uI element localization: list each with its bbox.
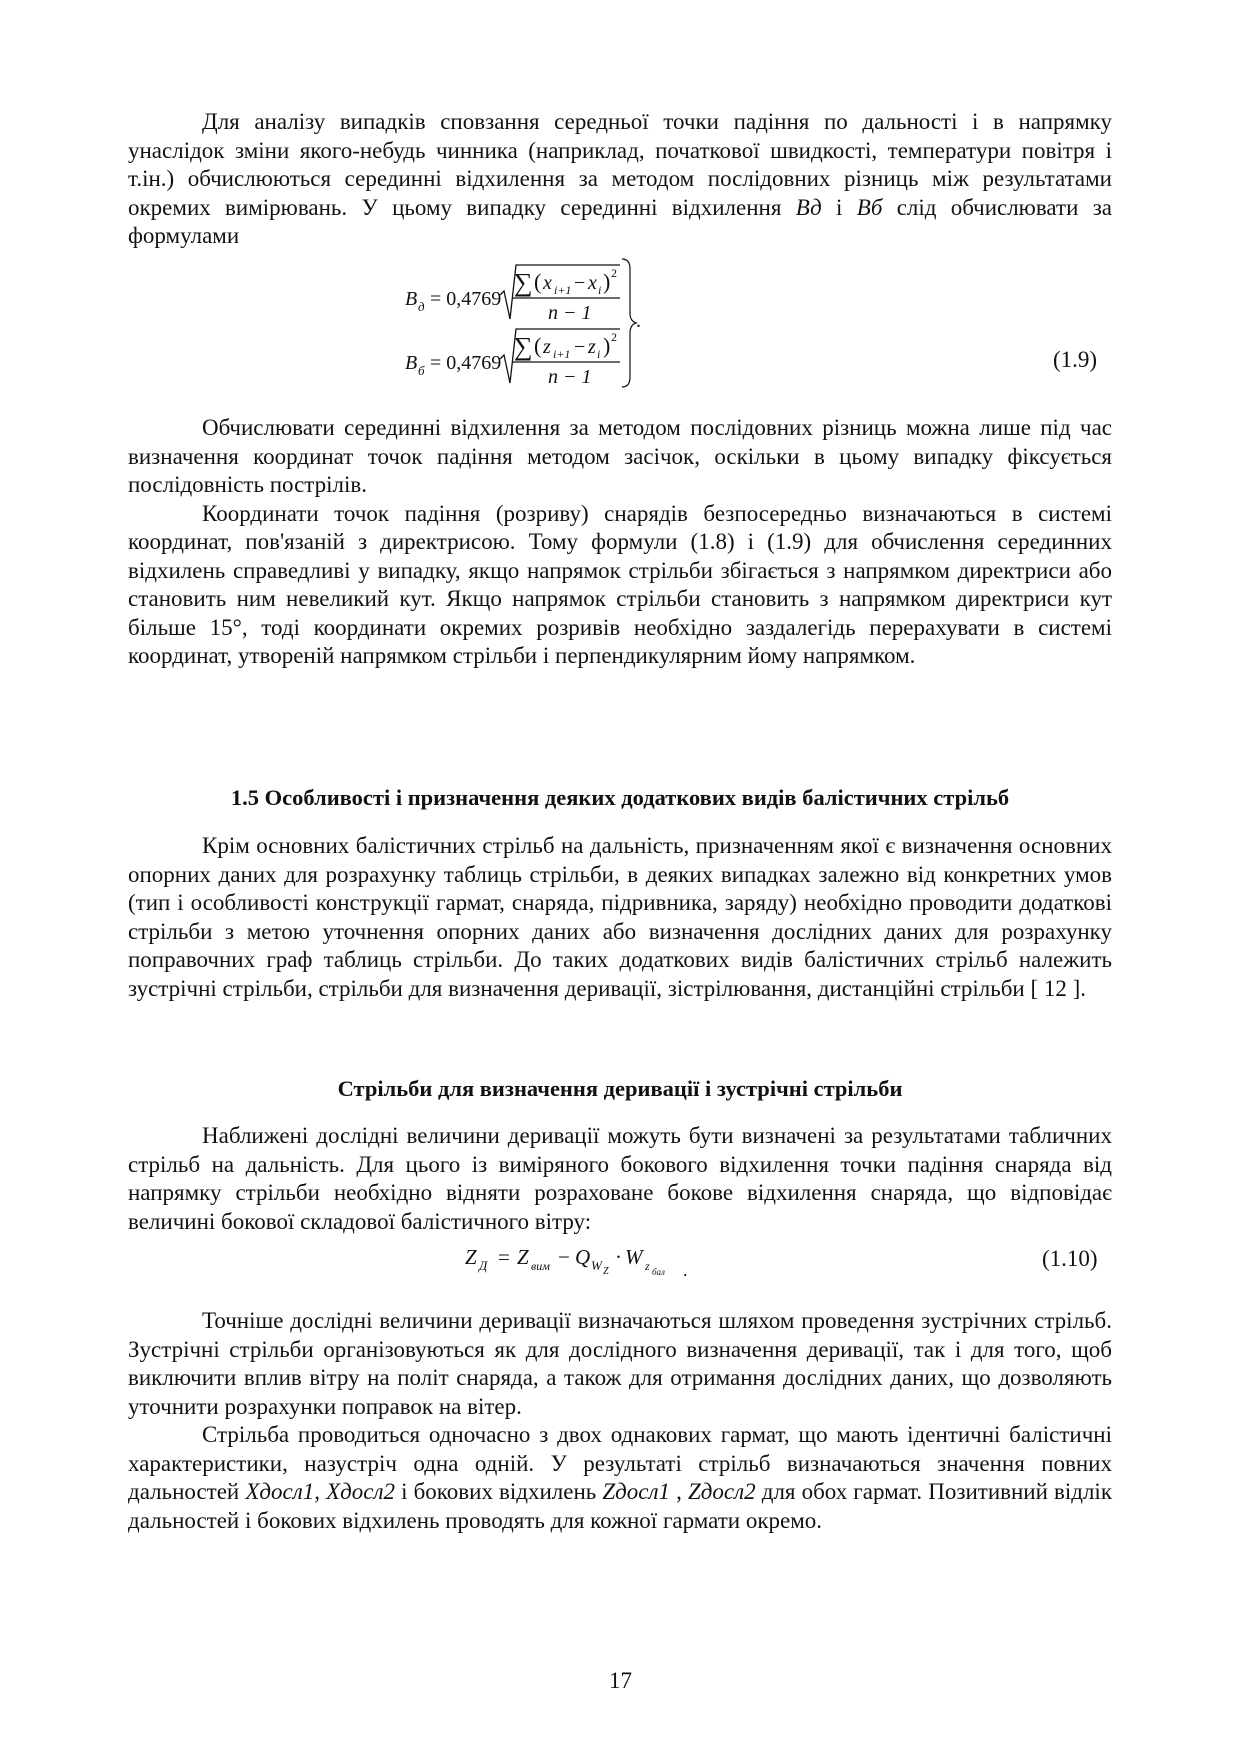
paragraph-text: Крім основних балістичних стрільб на дальність, призначенням якої є визначення основних опорних даних для розрахунку таблиць стрільби, в деяких випадках залежно від конкретних умов (тип і особливості конструкції гармат, снаряда, підривника, заряду) необхідно проводити додаткові стрільби з метою уточнення опорних даних або визначення дослідних даних для розрахунку поправочних граф таблиць стрільби. До таких додаткових видів балістичних стрільб належить зустрічні стрільби, стрільби для визначення деривації, зістрілювання, дистанційні стрільби [ 12 ]. xyxy=(128,833,1112,1001)
formula-1-10 xyxy=(465,1238,725,1288)
formula-subscript: вим xyxy=(531,1259,550,1273)
formula-var: Z xyxy=(465,1245,477,1269)
formula-dot: . xyxy=(636,310,641,332)
section-heading: 1.5 Особливості і призначення деяких додаткових видів балістичних стрільб xyxy=(230,785,1010,810)
formula-coefficient: = 0,4769 xyxy=(430,352,502,374)
denominator: n − 1 xyxy=(548,302,592,324)
paragraph-group xyxy=(128,414,1112,671)
formula-var: Q xyxy=(575,1245,591,1269)
paragraph-derivation xyxy=(128,1122,1112,1236)
formula-var: W xyxy=(625,1245,643,1269)
formula-subscript: i+1 xyxy=(554,283,572,297)
paren: ( xyxy=(534,269,542,294)
paren: ) xyxy=(603,333,611,358)
formula-subscript: i xyxy=(598,283,602,297)
formula-lhs: B xyxy=(405,352,418,374)
text-run: слід обчислювати за формулами xyxy=(128,194,1113,248)
minus-sign: − xyxy=(558,1245,570,1269)
formula-subscript: i xyxy=(597,347,601,361)
formula-subscript: W xyxy=(591,1258,602,1273)
formula-var: Z xyxy=(517,1245,529,1269)
paragraph-group xyxy=(128,1307,1112,1535)
formula-subscript: д xyxy=(418,299,425,314)
right-brace xyxy=(622,259,636,387)
text-run: і xyxy=(821,194,857,220)
var-vb: Вб xyxy=(856,194,883,220)
formula-subscript: Z xyxy=(603,1266,609,1277)
text-run: , xyxy=(670,1479,688,1504)
subsection-heading: Стрільби для визначення деривації і зустрічні стрільби xyxy=(337,1076,903,1101)
equals-sign: = xyxy=(498,1245,510,1269)
paragraph-additional-firings xyxy=(128,832,1112,1003)
paragraph-counter-firing: Точніше дослідні величини деривації визначаються шляхом проведення зустрічних стрільб. Зустрічні стрільби організовуються як для дослідного визначення деривації, так і для того, щоб виключити вплив вітру на політ снаряда, а також для отримання дослідних даних, що дозволяють уточнити розрахунки поправок на вітер. xyxy=(128,1308,1112,1419)
formula-var: z xyxy=(588,336,596,358)
text-run: і бокових відхилень xyxy=(395,1479,603,1504)
paragraph-coordinates: Координати точок падіння (розриву) снарядів безпосередньо визначаються в системі координат, пов'язаній з директрисою. Тому формули (1.8) і (1.9) для обчислення серединних відхилень справедливі у випадку, якщо напрямок стрільби збігається з напрямком директриси або становить ним невеликий кут. Якщо напрямок стрільби становить з напрямком директриси кут більше 15°, тоді координати окремих розривів необхідно заздалегідь перерахувати в системі координат, утвореній напрямком стрільби і перпендикулярним йому напрямком. xyxy=(128,500,1112,668)
formula-var: z xyxy=(543,336,551,358)
formula-subscript: Д xyxy=(479,1258,488,1273)
page-number: 17 xyxy=(609,1668,632,1693)
var-z-dosl2: Zдосл2 xyxy=(687,1479,756,1504)
minus-sign: − xyxy=(574,272,586,294)
paragraph-intro xyxy=(128,108,1112,251)
paragraph-consecutive-diff: Обчислювати серединні відхилення за методом послідовних різниць можна лише під час визначення координат точок падіння методом засічок, оскільки в цьому випадку фіксується послідовність пострілів. xyxy=(128,415,1112,497)
sum-sign: ∑ xyxy=(514,332,533,361)
paragraph-text: Наближені дослідні величини деривації можуть бути визначені за результатами табличних стрільб на дальність. Для цього із виміряного бокового відхилення точки падіння снаряда від напрямку стрільби необхідно відняти розраховане бокове відхилення снаряда, що відповідає величині бокової складової балістичного вітру: xyxy=(128,1123,1112,1234)
var-x-dosl2: Xдосл2 xyxy=(326,1479,396,1504)
formula-subscript: б xyxy=(418,363,425,378)
paren: ( xyxy=(534,333,542,358)
var-vd: Вд xyxy=(795,194,822,220)
text-run: Стрільба проводиться одночасно з двох однакових гармат, що мають ідентичні балістичні характеристики, назустріч одна одній. У результаті стрільб визначаються значення повних дальностей xyxy=(128,1422,1112,1504)
sum-sign: ∑ xyxy=(514,268,533,297)
formula-var: x xyxy=(543,272,552,294)
formula-coefficient: = 0,4769 xyxy=(430,288,502,310)
var-z-dosl1: Zдосл1 xyxy=(602,1479,671,1504)
formula-dot: . xyxy=(683,1260,688,1280)
multiply-dot: · xyxy=(615,1245,622,1269)
formula-subscript: z xyxy=(645,1259,650,1273)
minus-sign: − xyxy=(574,336,586,358)
denominator: n − 1 xyxy=(548,366,592,388)
formula-subscript: i+1 xyxy=(553,347,571,361)
var-x-dosl1: Xдосл1, xyxy=(245,1479,320,1504)
paren: ) xyxy=(603,269,611,294)
equation-number: (1.9) xyxy=(1053,347,1098,372)
equation-number: (1.10) xyxy=(1042,1246,1098,1271)
formula-lhs: B xyxy=(405,288,418,310)
superscript: 2 xyxy=(611,330,617,344)
text-run: Для аналізу випадків сповзання середньої точки падіння по дальності і в напрямку унаслідок зміни якого-небудь чинника (наприклад, початкової швидкості, температури повітря і т.ін.) обчислюються серединні відхилення за методом послідовних різниць між результатами окремих вимірювань. У цьому випадку серединні відхилення xyxy=(128,109,1112,220)
formula-1-9 xyxy=(400,255,700,395)
text-run: для обох гармат. Позитивний відлік дальностей і бокових відхилень проводять для кожної гармати окремо. xyxy=(128,1479,1112,1533)
formula-var: x xyxy=(588,272,597,294)
formula-subscript: бал xyxy=(652,1267,665,1277)
superscript: 2 xyxy=(611,266,617,280)
paragraph-two-guns xyxy=(128,1421,1112,1535)
